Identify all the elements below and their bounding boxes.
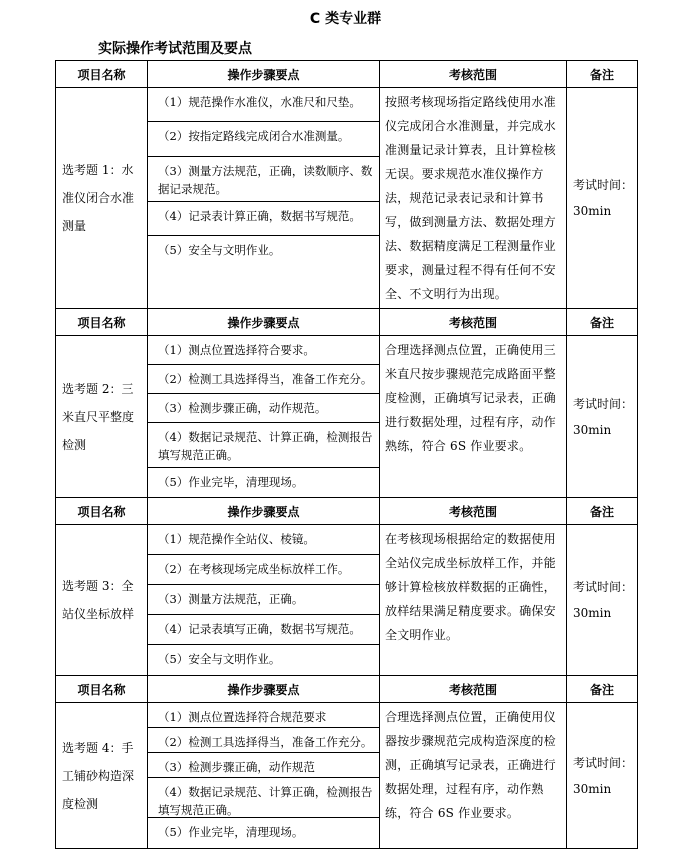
project-name: 选考题 1：水准仪闭合水准测量 bbox=[56, 88, 148, 309]
scope-cell: 按照考核现场指定路线使用水准仪完成闭合水准测量，并完成水准测量记录计算表，且计算检核无误。要求规范水准仪操作方法，规范记录表记录和计算书写，做到测量方法、数据处理方法、数据精度满足工程测量作业要求，测量过程不得有任何不安全、不文明行为出现。 bbox=[380, 88, 567, 309]
table-header-row bbox=[56, 498, 638, 525]
note-cell: 考试时间：30min bbox=[567, 525, 638, 676]
header-steps: 操作步骤要点 bbox=[148, 309, 380, 336]
header-scope: 考核范围 bbox=[380, 498, 567, 525]
step-item: （2）按指定路线完成闭合水准测量。 bbox=[148, 122, 379, 156]
header-note: 备注 bbox=[567, 309, 638, 336]
step-item: （3）检测步骤正确，动作规范 bbox=[148, 753, 379, 778]
header-note: 备注 bbox=[567, 61, 638, 88]
step-item: （3）测量方法规范，正确，读数顺序、数据记录规范。 bbox=[148, 157, 379, 202]
header-scope: 考核范围 bbox=[380, 61, 567, 88]
header-project-name: 项目名称 bbox=[56, 309, 148, 336]
project-name: 选考题 3：全站仪坐标放样 bbox=[56, 525, 148, 676]
table-row bbox=[56, 525, 638, 676]
steps-cell bbox=[148, 88, 380, 309]
step-item: （2）在考核现场完成坐标放样工作。 bbox=[148, 555, 379, 585]
note-cell: 考试时间：30min bbox=[567, 703, 638, 849]
scope-cell: 合理选择测点位置，正确使用仪器按步骤规范完成构造深度的检测，正确填写记录表，正确进行数据处理，过程有序，动作熟练，符合 6S 作业要求。 bbox=[380, 703, 567, 849]
step-item: （2）检测工具选择得当，准备工作充分。 bbox=[148, 728, 379, 753]
step-item: （4）记录表填写正确，数据书写规范。 bbox=[148, 615, 379, 645]
project-name: 选考题 2：三米直尺平整度检测 bbox=[56, 336, 148, 498]
header-project-name: 项目名称 bbox=[56, 61, 148, 88]
step-item: （3）测量方法规范，正确。 bbox=[148, 585, 379, 615]
steps-cell bbox=[148, 336, 380, 498]
steps-cell bbox=[148, 525, 380, 676]
header-steps: 操作步骤要点 bbox=[148, 676, 380, 703]
scope-cell: 在考核现场根据给定的数据使用全站仪完成坐标放样工作，并能够计算检核放样数据的正确性，放样结果满足精度要求。确保安全文明作业。 bbox=[380, 525, 567, 676]
step-item: （1）规范操作水准仪，水准尺和尺垫。 bbox=[148, 88, 379, 122]
step-item: （5）作业完毕，清理现场。 bbox=[158, 475, 304, 489]
section-subtitle: 实际操作考试范围及要点 bbox=[98, 41, 252, 57]
header-project-name: 项目名称 bbox=[56, 676, 148, 703]
page-title: C 类专业群 bbox=[309, 11, 382, 27]
step-item: （1）测点位置选择符合要求。 bbox=[148, 336, 379, 365]
header-note: 备注 bbox=[567, 498, 638, 525]
table-header-row bbox=[56, 676, 638, 703]
project-name: 选考题 4：手工铺砂构造深度检测 bbox=[56, 703, 148, 849]
step-item: （4）记录表计算正确，数据书写规范。 bbox=[148, 202, 379, 236]
step-item: （5）安全与文明作业。 bbox=[158, 243, 281, 258]
scope-cell: 合理选择测点位置，正确使用三米直尺按步骤规范完成路面平整度检测，正确填写记录表，正确进行数据处理，过程有序，动作熟练，符合 6S 作业要求。 bbox=[380, 336, 567, 498]
exam-table bbox=[55, 60, 638, 849]
note-cell: 考试时间：30min bbox=[567, 336, 638, 498]
step-item: （5）作业完毕，清理现场。 bbox=[158, 825, 304, 839]
step-item: （1）测点位置选择符合规范要求 bbox=[148, 703, 379, 728]
table-header-row bbox=[56, 61, 638, 88]
header-steps: 操作步骤要点 bbox=[148, 498, 380, 525]
header-note: 备注 bbox=[567, 676, 638, 703]
header-scope: 考核范围 bbox=[380, 309, 567, 336]
table-header-row bbox=[56, 309, 638, 336]
step-item: （4）数据记录规范、计算正确，检测报告填写规范正确。 bbox=[148, 423, 379, 468]
table-row bbox=[56, 88, 638, 309]
step-item: （3）检测步骤正确，动作规范。 bbox=[148, 394, 379, 423]
step-item: （4）数据记录规范、计算正确，检测报告填写规范正确。 bbox=[148, 778, 379, 818]
step-item: （1）规范操作全站仪、棱镜。 bbox=[148, 525, 379, 555]
step-item: （2）检测工具选择得当，准备工作充分。 bbox=[148, 365, 379, 394]
note-cell: 考试时间：30min bbox=[567, 88, 638, 309]
header-steps: 操作步骤要点 bbox=[148, 61, 380, 88]
header-project-name: 项目名称 bbox=[56, 498, 148, 525]
table-row bbox=[56, 336, 638, 498]
step-item: （5）安全与文明作业。 bbox=[158, 652, 281, 666]
header-scope: 考核范围 bbox=[380, 676, 567, 703]
